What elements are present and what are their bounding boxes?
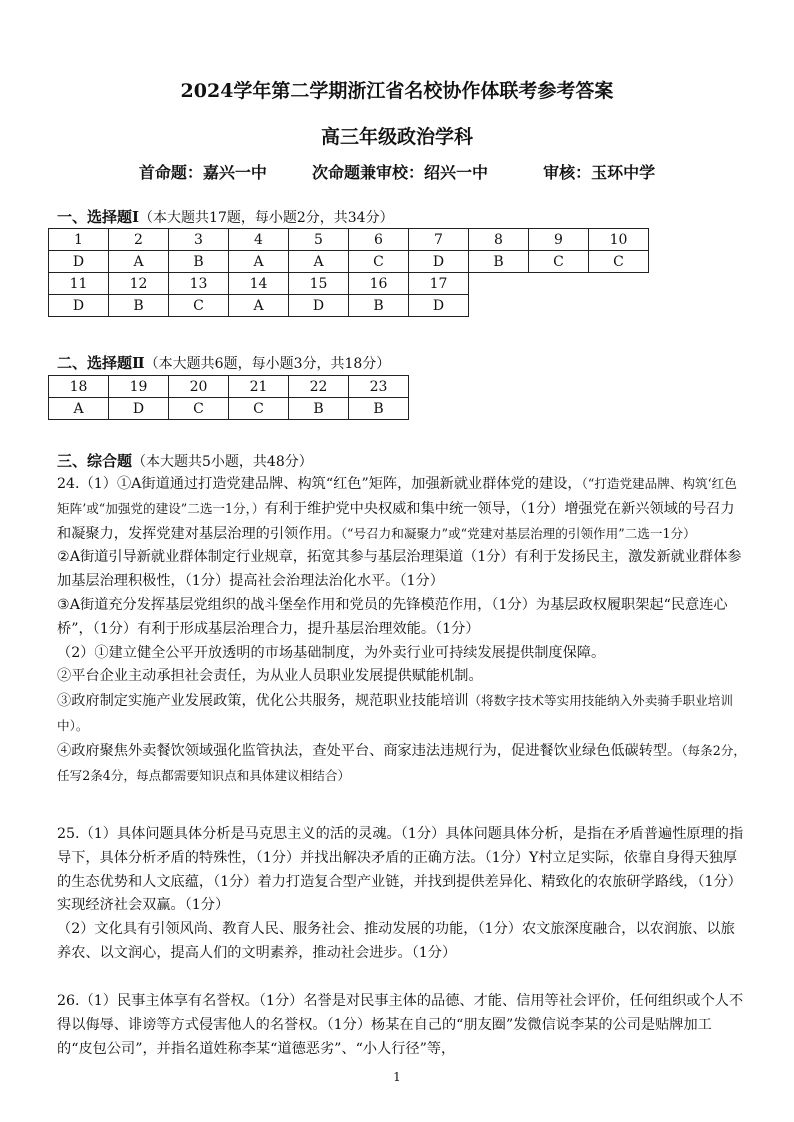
q9-answer: C xyxy=(529,251,589,273)
q8-answer: B xyxy=(469,251,529,273)
q24-part2-point2: ②平台企业主动承担社会责任，为从业人员职业发展提供赋能机制。 xyxy=(57,668,483,685)
q7-num: 7 xyxy=(409,229,469,251)
section3-heading: 三、综合题（本大题共5小题，共48分） xyxy=(57,452,313,470)
q5-num: 5 xyxy=(289,229,349,251)
q6-answer: C xyxy=(349,251,409,273)
section2-answer-table xyxy=(48,375,409,420)
q18-num: 18 xyxy=(49,376,109,398)
q19-num: 19 xyxy=(109,376,169,398)
document-subtitle: 高三年级政治学科 xyxy=(320,126,473,148)
q17-answer: D xyxy=(409,295,469,317)
reviewer: 审核：玉环中学 xyxy=(543,163,656,182)
second-setter: 次命题兼审校：绍兴一中 xyxy=(311,163,488,182)
q23-num: 23 xyxy=(349,376,409,398)
q14-answer: A xyxy=(229,295,289,317)
q24-part1-point3: ③A街道充分发挥基层党组织的战斗堡垒作用和党员的先锋模范作用，（1分）为基层政权履职架起“民意连心桥”，（1分）有利于形成基层治理合力，提升基层治理效能。（1分） xyxy=(57,596,728,637)
q1-answer: D xyxy=(49,251,109,273)
q18-answer: A xyxy=(49,398,109,420)
q10-answer: C xyxy=(589,251,649,273)
q11-answer: D xyxy=(49,295,109,317)
q25-part1: 25.（1）具体问题具体分析是马克思主义的活的灵魂。（1分）具体问题具体分析，是指在矛盾普遍性原理的指导下，具体分析矛盾的特殊性，（1分）并找出解决矛盾的正确方法。（1分）Y村立足实际，依靠自身得天独厚的生态优势和人文底蕴，（1分）着力打造复合型产业链，并找到提供差异化、精致化的农旅研学路线，（1分）实现经济社会双赢。（1分） xyxy=(57,826,744,914)
q22-num: 22 xyxy=(289,376,349,398)
q21-num: 21 xyxy=(229,376,289,398)
q22-answer: B xyxy=(289,398,349,420)
q24-part2-point1: （2）①建立健全公平开放透明的市场基础制度，为外卖行业可持续发展提供制度保障。 xyxy=(57,644,606,661)
q21-answer: C xyxy=(229,398,289,420)
q24-part2-point3: ③政府制定实施产业发展政策，优化公共服务，规范职业技能培训（将数字技术等实用技能纳入外卖骑手职业培训中）。 xyxy=(57,693,733,733)
section1-row1-answers xyxy=(49,251,649,273)
q4-answer: A xyxy=(229,251,289,273)
q6-num: 6 xyxy=(349,229,409,251)
question-24-answer xyxy=(57,472,747,788)
q2-answer: A xyxy=(109,251,169,273)
q19-answer: D xyxy=(109,398,169,420)
q1-num: 1 xyxy=(49,229,109,251)
q3-answer: B xyxy=(169,251,229,273)
q15-num: 15 xyxy=(289,273,349,295)
q12-answer: B xyxy=(109,295,169,317)
q24-part1-point1: 24.（1）①A街道通过打造党建品牌、构筑“红色”矩阵，加强新就业群体党的建设，（“打造党建品牌、构筑‘红色矩阵’或“加强党的建设”二选一1分，）有利于维护党中央权威和集中统一领导，（1分）增强党在新兴领域的号召力和凝聚力，发挥党建对基层治理的引领作用。（“号召力和凝聚力”或“党建对基层治理的引领作用”二选一1分） xyxy=(57,476,737,542)
section1-row2-numbers xyxy=(49,273,649,295)
section2-numbers xyxy=(49,376,409,398)
q24-part1-point2: ②A街道引导新就业群体制定行业规章，拓宽其参与基层治理渠道（1分）有利于发扬民主，激发新就业群体参加基层治理积极性，（1分）提高社会治理法治化水平。（1分） xyxy=(57,549,742,590)
q11-num: 11 xyxy=(49,273,109,295)
question-26-answer xyxy=(57,990,747,1061)
q24-part2-point4: ④政府聚焦外卖餐饮领域强化监管执法，查处平台、商家违法违规行为，促进餐饮业绿色低碳转型。（每条2分，任写2条4分，每点都需要知识点和具体建议相结合） xyxy=(57,742,746,783)
q17-num: 17 xyxy=(409,273,469,295)
q15-answer: D xyxy=(289,295,349,317)
q16-num: 16 xyxy=(349,273,409,295)
section1-row2-answers xyxy=(49,295,649,317)
q16-answer: B xyxy=(349,295,409,317)
document-title: 2024学年第二学期浙江省名校协作体联考参考答案 xyxy=(180,80,614,102)
q13-num: 13 xyxy=(169,273,229,295)
q10-num: 10 xyxy=(589,229,649,251)
question-25-answer xyxy=(57,823,747,966)
q12-num: 12 xyxy=(109,273,169,295)
q7-answer: D xyxy=(409,251,469,273)
q4-num: 4 xyxy=(229,229,289,251)
section1-answer-table xyxy=(48,228,649,317)
setters-line xyxy=(0,160,794,183)
q9-num: 9 xyxy=(529,229,589,251)
q20-num: 20 xyxy=(169,376,229,398)
section1-row1-numbers xyxy=(49,229,649,251)
q2-num: 2 xyxy=(109,229,169,251)
q5-answer: A xyxy=(289,251,349,273)
q26-part1: 26.（1）民事主体享有名誉权。（1分）名誉是对民事主体的品德、才能、信用等社会评价，任何组织或个人不得以侮辱、诽谤等方式侵害他人的名誉权。（1分）杨某在自己的“朋友圈”发微信说李某的公司是贴牌加工的“皮包公司”，并指名道姓称李某“道德恶劣”、“小人行径”等， xyxy=(57,993,744,1057)
q20-answer: C xyxy=(169,398,229,420)
section2-answers xyxy=(49,398,409,420)
q25-part2: （2）文化具有引领风尚、教育人民、服务社会、推动发展的功能，（1分）农文旅深度融合，以农润旅、以旅养农、以文润心，提高人们的文明素养，推动社会进步。（1分） xyxy=(57,921,735,961)
q3-num: 3 xyxy=(169,229,229,251)
q8-num: 8 xyxy=(469,229,529,251)
q23-answer: B xyxy=(349,398,409,420)
section2-heading: 二、选择题Ⅱ（本大题共6题，每小题3分，共18分） xyxy=(57,354,391,372)
page-number: 1 xyxy=(393,1070,401,1084)
q14-num: 14 xyxy=(229,273,289,295)
section1-heading: 一、选择题Ⅰ（本大题共17题，每小题2分，共34分） xyxy=(57,208,394,226)
q13-answer: C xyxy=(169,295,229,317)
first-setter: 首命题：嘉兴一中 xyxy=(138,163,267,182)
